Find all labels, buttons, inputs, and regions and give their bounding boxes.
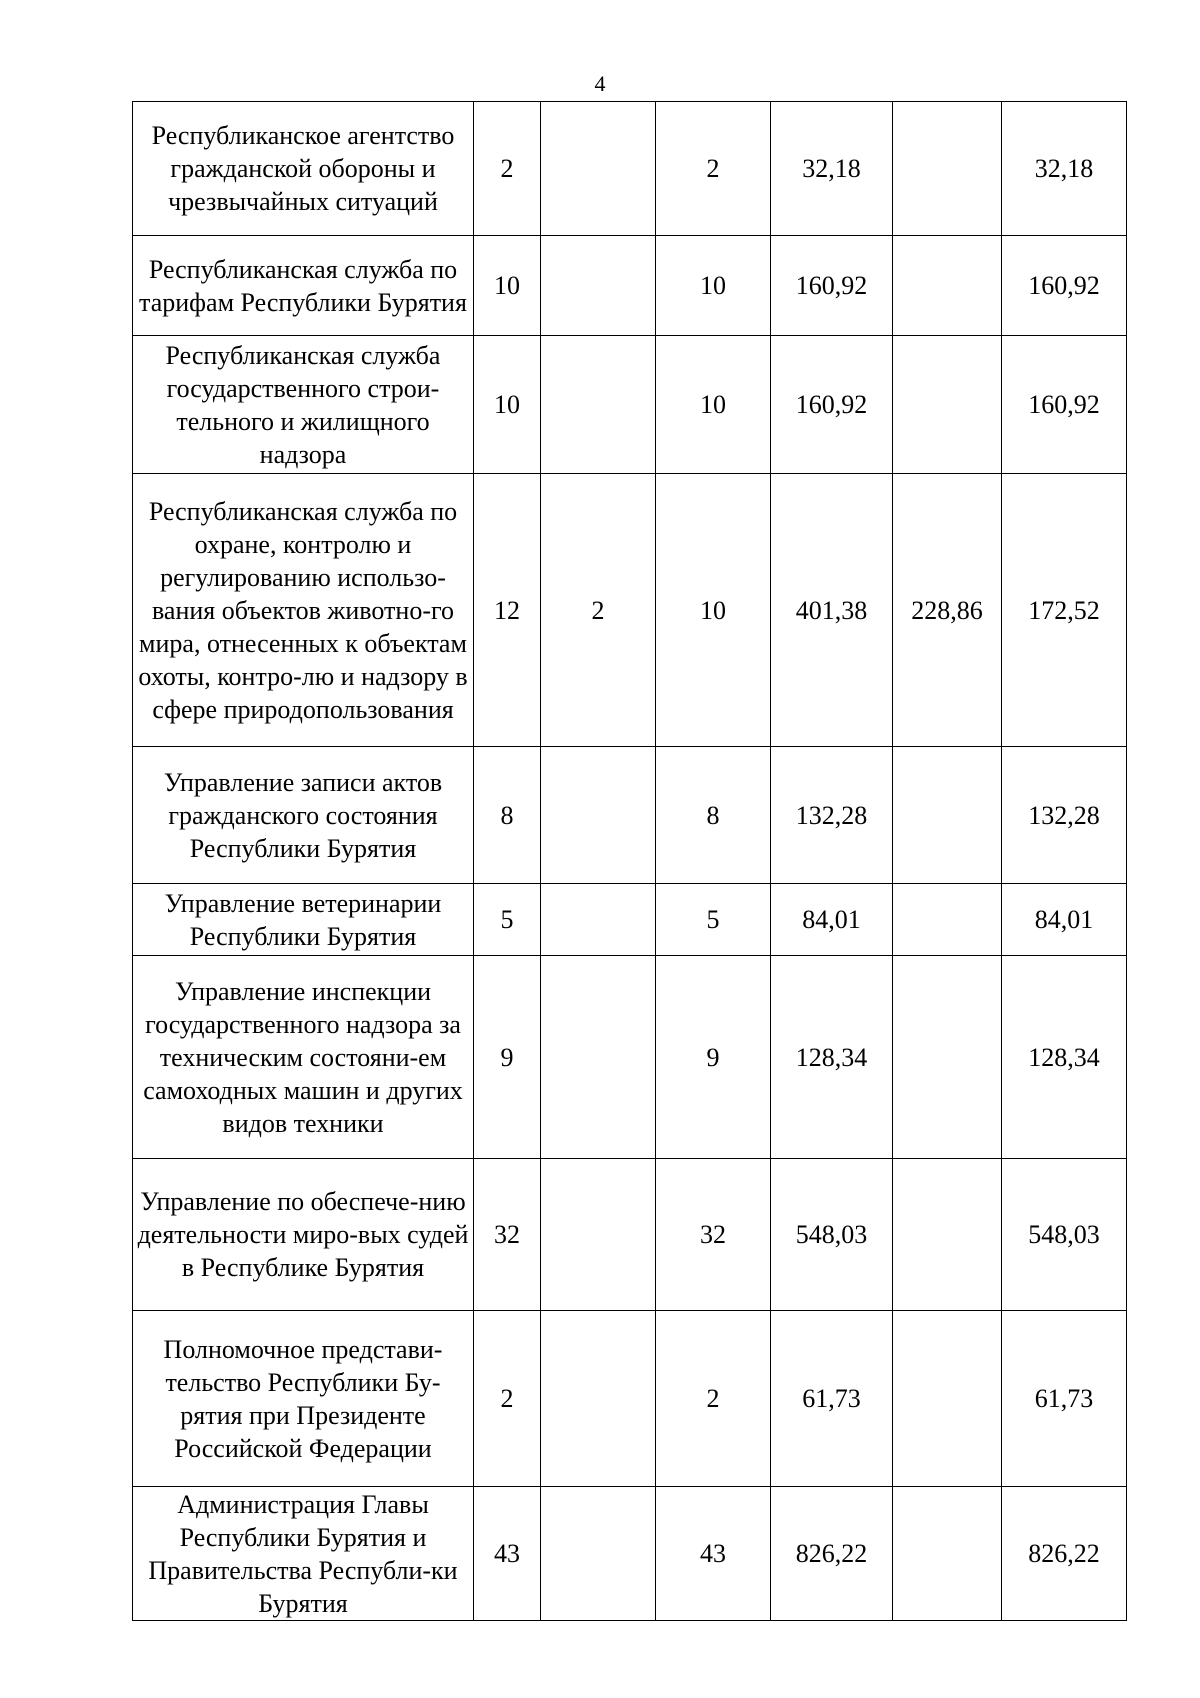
value-cell-3: 32 — [656, 1159, 771, 1311]
value-cell-1: 5 — [474, 884, 541, 956]
table-row — [133, 236, 1127, 336]
organization-name-cell: Республиканское агентство гражданской обороны и чрезвычайных ситуаций — [133, 102, 474, 236]
value-cell-4: 548,03 — [771, 1159, 893, 1311]
value-cell-1: 12 — [474, 474, 541, 747]
organization-name-cell: Управление по обеспече-нию деятельности миро-вых судей в Республике Бурятия — [133, 1159, 474, 1311]
value-cell-6: 84,01 — [1002, 884, 1127, 956]
table-row — [133, 884, 1127, 956]
organization-name-cell: Республиканская служба по охране, контролю и регулированию использо-вания объектов животно-го мира, отнесенных к объектам охоты, контро-лю и надзору в сфере природопользования — [133, 474, 474, 747]
value-cell-4: 61,73 — [771, 1311, 893, 1487]
value-cell-4: 160,92 — [771, 236, 893, 336]
value-cell-2 — [541, 747, 656, 884]
table-row — [133, 474, 1127, 747]
value-cell-4: 84,01 — [771, 884, 893, 956]
table-row — [133, 956, 1127, 1159]
value-cell-3: 9 — [656, 956, 771, 1159]
value-cell-2 — [541, 1311, 656, 1487]
value-cell-1: 9 — [474, 956, 541, 1159]
value-cell-3: 10 — [656, 474, 771, 747]
organization-name-cell: Республиканская служба государственного строи-тельного и жилищного надзора — [133, 336, 474, 474]
organization-name-cell: Республиканская служба по тарифам Республики Бурятия — [133, 236, 474, 336]
table-row — [133, 747, 1127, 884]
value-cell-5 — [893, 1311, 1002, 1487]
value-cell-2 — [541, 956, 656, 1159]
value-cell-5 — [893, 1487, 1002, 1621]
value-cell-4: 401,38 — [771, 474, 893, 747]
value-cell-2 — [541, 102, 656, 236]
value-cell-1: 10 — [474, 236, 541, 336]
value-cell-6: 61,73 — [1002, 1311, 1127, 1487]
value-cell-2 — [541, 1487, 656, 1621]
value-cell-2 — [541, 236, 656, 336]
value-cell-5 — [893, 956, 1002, 1159]
value-cell-4: 32,18 — [771, 102, 893, 236]
page-number: 4 — [594, 71, 606, 96]
value-cell-1: 10 — [474, 336, 541, 474]
value-cell-1: 32 — [474, 1159, 541, 1311]
organization-name-cell: Полномочное представи-тельство Республики Бу-рятия при Президенте Российской Федерации — [133, 1311, 474, 1487]
value-cell-5 — [893, 336, 1002, 474]
value-cell-3: 2 — [656, 1311, 771, 1487]
organization-name-cell: Управление инспекции государственного надзора за техническим состояни-ем самоходных машин и других видов техники — [133, 956, 474, 1159]
value-cell-1: 43 — [474, 1487, 541, 1621]
value-cell-4: 160,92 — [771, 336, 893, 474]
table-row — [133, 1487, 1127, 1621]
value-cell-3: 10 — [656, 336, 771, 474]
value-cell-3: 8 — [656, 747, 771, 884]
value-cell-3: 10 — [656, 236, 771, 336]
value-cell-2: 2 — [541, 474, 656, 747]
organization-name-cell: Управление ветеринарии Республики Бурятия — [133, 884, 474, 956]
value-cell-5 — [893, 102, 1002, 236]
table-row — [133, 336, 1127, 474]
value-cell-6: 160,92 — [1002, 236, 1127, 336]
value-cell-1: 2 — [474, 1311, 541, 1487]
value-cell-4: 826,22 — [771, 1487, 893, 1621]
value-cell-1: 8 — [474, 747, 541, 884]
value-cell-3: 43 — [656, 1487, 771, 1621]
value-cell-5 — [893, 236, 1002, 336]
value-cell-5 — [893, 884, 1002, 956]
table-row — [133, 102, 1127, 236]
organization-name-cell: Управление записи актов гражданского состояния Республики Бурятия — [133, 747, 474, 884]
table-row — [133, 1159, 1127, 1311]
value-cell-6: 128,34 — [1002, 956, 1127, 1159]
value-cell-6: 132,28 — [1002, 747, 1127, 884]
value-cell-1: 2 — [474, 102, 541, 236]
value-cell-2 — [541, 1159, 656, 1311]
value-cell-6: 32,18 — [1002, 102, 1127, 236]
value-cell-5 — [893, 1159, 1002, 1311]
staffing-table — [132, 101, 1127, 1621]
value-cell-5 — [893, 747, 1002, 884]
value-cell-6: 826,22 — [1002, 1487, 1127, 1621]
value-cell-6: 548,03 — [1002, 1159, 1127, 1311]
organization-name-cell: Администрация Главы Республики Бурятия и Правительства Республи-ки Бурятия — [133, 1487, 474, 1621]
value-cell-3: 2 — [656, 102, 771, 236]
value-cell-6: 160,92 — [1002, 336, 1127, 474]
value-cell-2 — [541, 884, 656, 956]
value-cell-6: 172,52 — [1002, 474, 1127, 747]
value-cell-4: 132,28 — [771, 747, 893, 884]
value-cell-3: 5 — [656, 884, 771, 956]
value-cell-4: 128,34 — [771, 956, 893, 1159]
value-cell-5: 228,86 — [893, 474, 1002, 747]
value-cell-2 — [541, 336, 656, 474]
table-row — [133, 1311, 1127, 1487]
